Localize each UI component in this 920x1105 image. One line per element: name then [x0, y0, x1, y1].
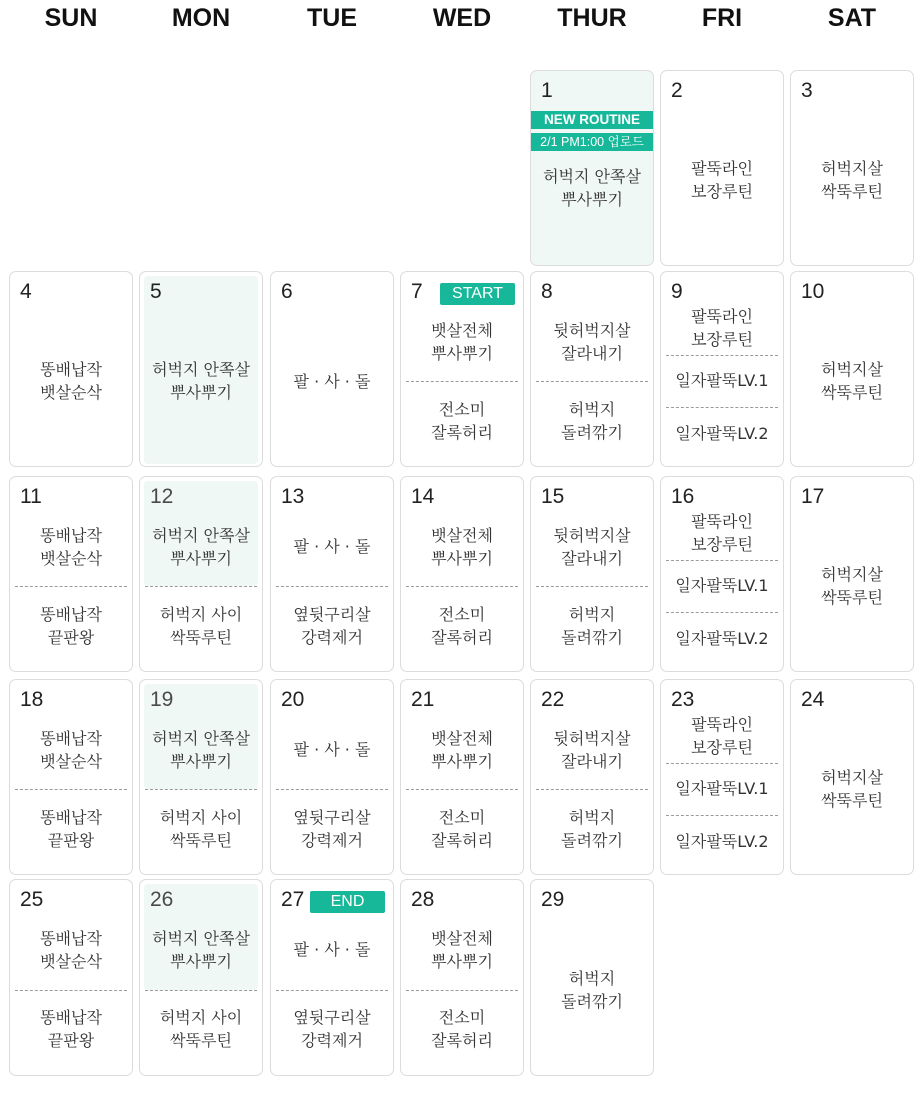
routine-item[interactable]: 전소미 잘록허리 [431, 604, 493, 647]
calendar-week [0, 879, 920, 1076]
section-divider [406, 586, 518, 587]
day-number: 29 [541, 888, 565, 911]
routine-item[interactable]: 일자팔뚝LV.1 [675, 576, 769, 596]
day-number: 10 [801, 280, 825, 303]
day-cell-14[interactable] [400, 476, 524, 672]
day-number: 11 [20, 485, 42, 508]
routine-item[interactable]: 뱃살전체 뿌사뿌기 [431, 728, 493, 771]
section-divider [145, 586, 257, 587]
upload-time-badge: 2/1 PM1:00 업로드 [531, 133, 653, 151]
routine-item[interactable]: 허벅지 안쪽살 뿌사뿌기 [152, 525, 250, 568]
routine-item[interactable]: 옆뒷구리살 강력제거 [293, 604, 371, 647]
day-cell-27[interactable] [270, 879, 394, 1076]
section-divider [15, 990, 127, 991]
day-number: 27 [281, 888, 305, 911]
day-number: 4 [20, 280, 32, 303]
routine-item[interactable]: 팔 · 사 · 돌 [293, 371, 371, 391]
day-number: 6 [281, 280, 293, 303]
day-cell-17[interactable] [790, 476, 914, 672]
section-divider [666, 355, 778, 356]
weekday-sat: SAT [827, 4, 877, 32]
routine-item[interactable]: 옆뒷구리살 강력제거 [293, 807, 371, 850]
day-number: 12 [150, 485, 174, 508]
day-cell-4[interactable] [9, 271, 133, 467]
day-number: 18 [20, 688, 44, 711]
day-number: 14 [411, 485, 435, 508]
new-routine-badge: NEW ROUTINE [531, 111, 653, 129]
day-cell-5[interactable] [139, 271, 263, 467]
routine-item[interactable]: 허벅지 안쪽살 뿌사뿌기 [152, 928, 250, 971]
weekday-tue: TUE [307, 4, 357, 32]
routine-item[interactable]: 허벅지 돌려깎기 [561, 807, 623, 850]
day-cell-22[interactable] [530, 679, 654, 875]
section-divider [276, 586, 388, 587]
day-number: 8 [541, 280, 553, 303]
day-number: 20 [281, 688, 305, 711]
section-divider [666, 560, 778, 561]
routine-item[interactable]: 일자팔뚝LV.2 [675, 832, 769, 852]
day-number: 15 [541, 485, 565, 508]
day-cell-21[interactable] [400, 679, 524, 875]
day-cell-9[interactable] [660, 271, 784, 467]
calendar-week [0, 271, 920, 467]
day-cell-25[interactable] [9, 879, 133, 1076]
section-divider [666, 763, 778, 764]
day-number: 22 [541, 688, 565, 711]
day-number: 26 [150, 888, 174, 911]
calendar-week [0, 70, 920, 266]
day-cell-15[interactable] [530, 476, 654, 672]
section-divider [145, 789, 257, 790]
calendar-week [0, 476, 920, 672]
routine-item[interactable]: 똥배납작 뱃살순삭 [40, 360, 102, 402]
routine-item[interactable]: 팔뚝라인 보장루틴 [691, 512, 753, 555]
routine-item[interactable]: 똥배납작 뱃살순삭 [40, 928, 102, 971]
day-cell-12[interactable] [139, 476, 263, 672]
day-cell-10[interactable] [790, 271, 914, 467]
routine-item[interactable]: 허벅지 사이 싹뚝루틴 [159, 604, 243, 647]
weekday-sun: SUN [44, 4, 98, 32]
routine-item[interactable]: 옆뒷구리살 강력제거 [293, 1008, 371, 1051]
routine-item[interactable]: 똥배납작 뱃살순삭 [40, 525, 102, 568]
routine-item[interactable]: 허벅지 안쪽살 뿌사뿌기 [152, 360, 250, 402]
routine-item[interactable]: 뒷허벅지살 잘라내기 [553, 728, 631, 771]
section-divider [276, 789, 388, 790]
day-cell-28[interactable] [400, 879, 524, 1076]
day-number: 7 [411, 280, 423, 303]
section-divider [536, 586, 648, 587]
day-cell-7[interactable] [400, 271, 524, 467]
day-cell-16[interactable] [660, 476, 784, 672]
section-divider [406, 381, 518, 382]
routine-item[interactable]: 허벅지살 싹뚝루틴 [821, 159, 883, 201]
routine-item[interactable]: 일자팔뚝LV.1 [675, 779, 769, 799]
day-number: 21 [411, 688, 435, 711]
weekday-thur: THUR [557, 4, 627, 32]
routine-item[interactable]: 팔뚝라인 보장루틴 [691, 159, 753, 201]
day-cell-11[interactable] [9, 476, 133, 672]
day-cell-29[interactable] [530, 879, 654, 1076]
section-divider [406, 990, 518, 991]
routine-item[interactable]: 뒷허벅지살 잘라내기 [553, 525, 631, 568]
day-cell-26[interactable] [139, 879, 263, 1076]
day-number: 24 [801, 688, 825, 711]
routine-item[interactable]: 팔 · 사 · 돌 [293, 940, 371, 960]
section-divider [666, 407, 778, 408]
day-number: 1 [541, 79, 553, 102]
routine-item[interactable]: 뱃살전체 뿌사뿌기 [431, 525, 493, 568]
routine-item[interactable]: 허벅지 돌려깎기 [561, 399, 623, 442]
day-number: 3 [801, 79, 813, 102]
day-number: 9 [671, 280, 683, 303]
routine-item[interactable]: 허벅지 안쪽살 뿌사뿌기 [543, 167, 641, 209]
day-number: 17 [801, 485, 825, 508]
routine-item[interactable]: 허벅지살 싹뚝루틴 [821, 565, 883, 607]
day-number: 2 [671, 79, 683, 102]
day-cell-1[interactable] [530, 70, 654, 266]
routine-item[interactable]: 허벅지 사이 싹뚝루틴 [159, 807, 243, 850]
end-badge: END [310, 891, 385, 913]
day-cell-24[interactable] [790, 679, 914, 875]
section-divider [406, 789, 518, 790]
section-divider [15, 789, 127, 790]
routine-item[interactable]: 일자팔뚝LV.2 [675, 424, 769, 444]
weekday-fri: FRI [701, 4, 743, 32]
day-number: 19 [150, 688, 174, 711]
section-divider [536, 381, 648, 382]
routine-item[interactable]: 허벅지 안쪽살 뿌사뿌기 [152, 728, 250, 771]
routine-item[interactable]: 팔 · 사 · 돌 [293, 740, 371, 759]
day-cell-6[interactable] [270, 271, 394, 467]
routine-item[interactable]: 팔뚝라인 보장루틴 [691, 715, 753, 758]
day-cell-23[interactable] [660, 679, 784, 875]
routine-item[interactable]: 허벅지 사이 싹뚝루틴 [159, 1008, 243, 1051]
weekday-mon: MON [171, 4, 231, 32]
day-cell-20[interactable] [270, 679, 394, 875]
routine-item[interactable]: 뒷허벅지살 잘라내기 [553, 320, 631, 363]
calendar-week [0, 679, 920, 875]
routine-item[interactable]: 전소미 잘록허리 [431, 399, 493, 442]
day-cell-18[interactable] [9, 679, 133, 875]
routine-item[interactable]: 허벅지 돌려깎기 [561, 968, 623, 1011]
day-cell-19[interactable] [139, 679, 263, 875]
routine-item[interactable]: 팔뚝라인 보장루틴 [691, 307, 753, 350]
routine-item[interactable]: 똥배납작 끝판왕 [40, 1008, 102, 1051]
routine-item[interactable]: 전소미 잘록허리 [431, 1008, 493, 1051]
routine-item[interactable]: 똥배납작 끝판왕 [40, 604, 102, 647]
section-divider [666, 612, 778, 613]
routine-item[interactable]: 뱃살전체 뿌사뿌기 [431, 320, 493, 363]
day-cell-13[interactable] [270, 476, 394, 672]
routine-item[interactable]: 일자팔뚝LV.2 [675, 629, 769, 649]
weekday-wed: WED [432, 4, 492, 32]
day-cell-8[interactable] [530, 271, 654, 467]
day-number: 13 [281, 485, 305, 508]
routine-item[interactable]: 똥배납작 뱃살순삭 [40, 728, 102, 771]
routine-item[interactable]: 일자팔뚝LV.1 [675, 371, 769, 391]
day-number: 5 [150, 280, 162, 303]
routine-item[interactable]: 팔 · 사 · 돌 [293, 537, 371, 556]
day-cell-2[interactable] [660, 70, 784, 266]
routine-item[interactable]: 허벅지살 싹뚝루틴 [821, 768, 883, 810]
routine-item[interactable]: 허벅지살 싹뚝루틴 [821, 360, 883, 402]
section-divider [536, 789, 648, 790]
day-number: 25 [20, 888, 44, 911]
day-cell-3[interactable] [790, 70, 914, 266]
day-number: 23 [671, 688, 695, 711]
section-divider [15, 586, 127, 587]
weekday-header [0, 0, 920, 40]
routine-item[interactable]: 뱃살전체 뿌사뿌기 [431, 928, 493, 971]
routine-item[interactable]: 전소미 잘록허리 [431, 807, 493, 850]
start-badge: START [440, 283, 515, 305]
section-divider [145, 990, 257, 991]
routine-item[interactable]: 허벅지 돌려깎기 [561, 604, 623, 647]
day-number: 28 [411, 888, 435, 911]
routine-item[interactable]: 똥배납작 끝판왕 [40, 807, 102, 850]
section-divider [276, 990, 388, 991]
section-divider [666, 815, 778, 816]
day-number: 16 [671, 485, 695, 508]
